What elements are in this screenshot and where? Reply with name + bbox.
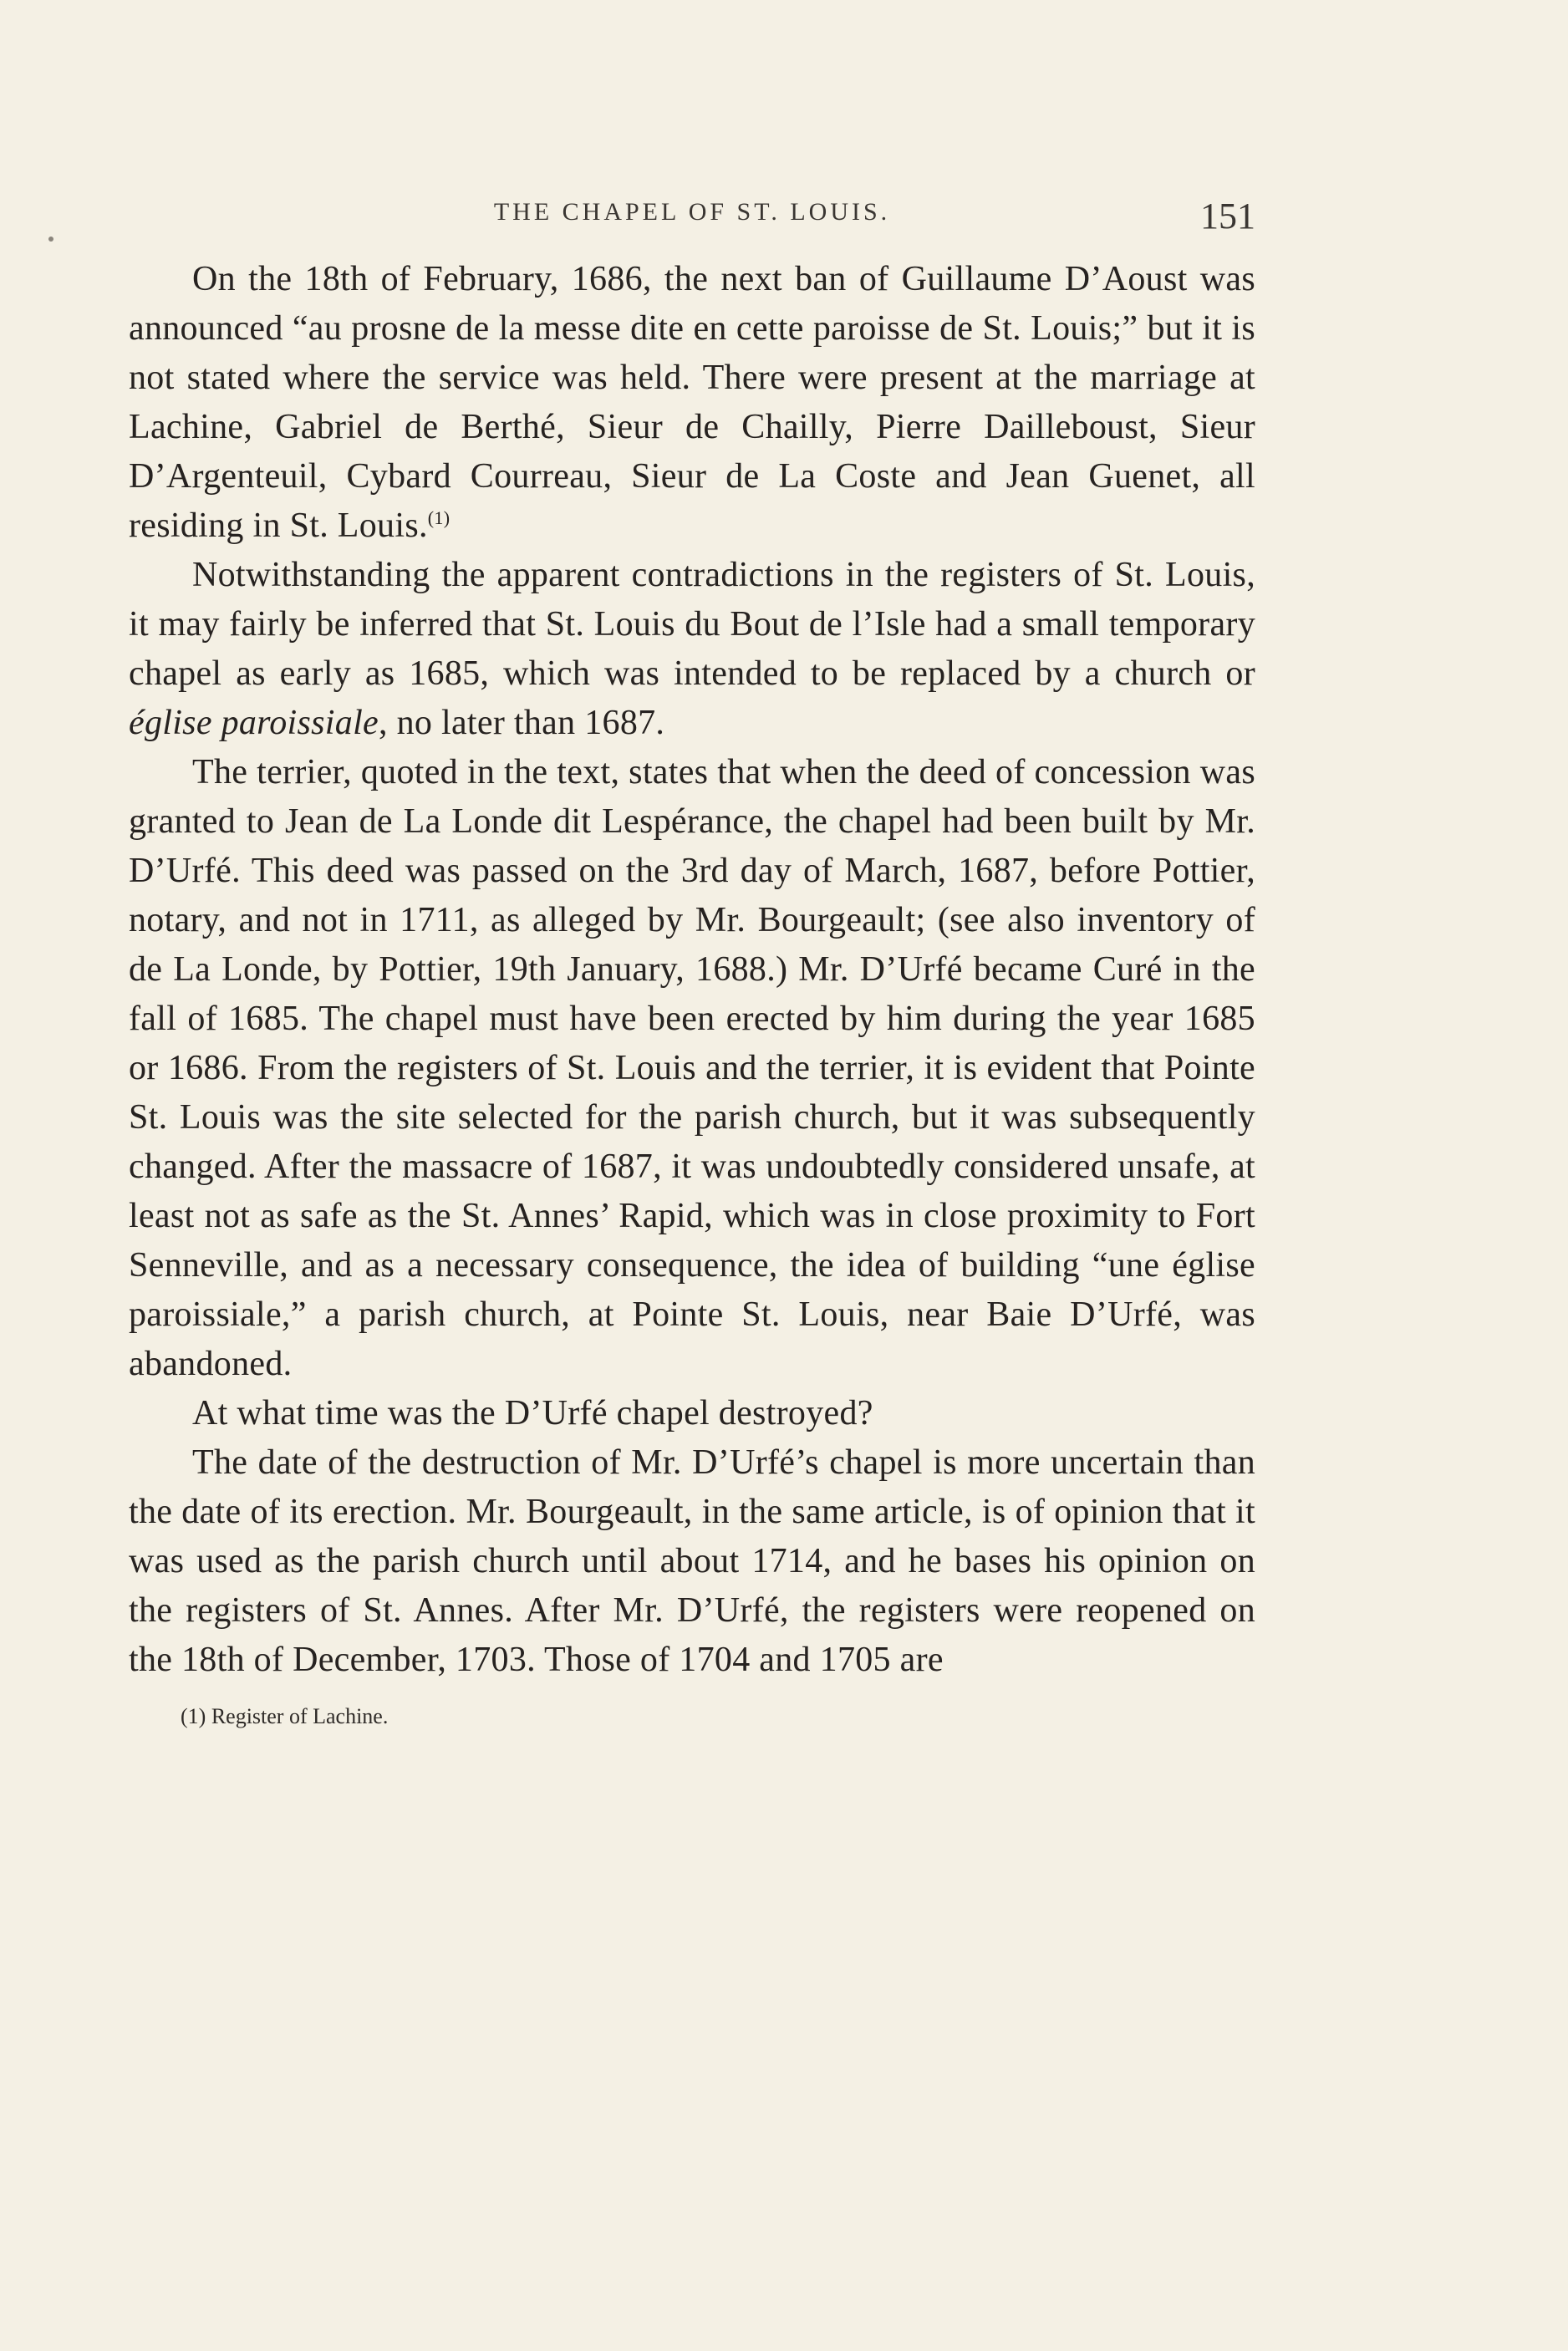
page-speck [48,237,53,242]
body-text [129,255,1255,1685]
footnote-marker: (1) [427,507,451,528]
paragraph-text: At what time was the D’Urfé chapel destroyed? [192,1394,873,1432]
paragraph [129,1438,1255,1685]
paragraph-text: The date of the destruction of Mr. D’Urfé’s chapel is more uncertain than the date of its erection. Mr. Bourgeault, in the same article, is of opinion that it was used as the parish church until about 1714, and he bases his opinion on the registers of St. Annes. After Mr. D’Urfé, the registers were reopened on the 18th of December, 1703. Those of 1704 and 1705 are [129,1443,1255,1679]
paragraph [129,255,1255,551]
paragraph-text: , no later than 1687. [379,704,665,742]
running-head [129,180,1255,255]
running-title: THE CHAPEL OF ST. LOUIS. [493,198,891,226]
paragraph-text: On the 18th of February, 1686, the next ban of Guillaume D’Aoust was announced “au prosne de la messe dite en cette paroisse de St. Louis;” but it is not stated where the service was held. There were present at the marriage at Lachine, Gabriel de Berthé, Sieur de Chailly, Pierre Dailleboust, Sieur D’Argenteuil, Cybard Courreau, Sieur de La Coste and Jean Guenet, all residing in St. Louis. [129,260,1255,545]
italic-phrase: église paroissiale [129,704,379,742]
paragraph [129,551,1255,748]
paragraph [129,748,1255,1389]
footnote: (1) Register of Lachine. [181,1704,389,1728]
paragraph [129,1389,1255,1438]
book-page [129,180,1255,1732]
page-number: 151 [1200,196,1255,237]
paragraph-text: The terrier, quoted in the text, states that when the deed of concession was granted to Jean de La Londe dit Lespérance, the chapel had been built by Mr. D’Urfé. This deed was passed on the 3rd day of March, 1687, before Pottier, notary, and not in 1711, as alleged by Mr. Bourgeault; (see also inventory of de La Londe, by Pottier, 19th January, 1688.) Mr. D’Urfé became Curé in the fall of 1685. The chapel must have been erected by him during the year 1685 or 1686. From the registers of St. Louis and the terrier, it is evident that Pointe St. Louis was the site selected for the parish church, but it was subsequently changed. After the massacre of 1687, it was undoubtedly considered unsafe, at least not as safe as the St. Annes’ Rapid, which was in close proximity to Fort Senneville, and as a necessary consequence, the idea of building “une église paroissiale,” a parish church, at Pointe St. Louis, near Baie D’Urfé, was abandoned. [129,753,1255,1383]
paragraph-text: Notwithstanding the apparent contradictions in the registers of St. Louis, it may fairly be inferred that St. Louis du Bout de l’Isle had a small temporary chapel as early as 1685, which was intended to be replaced by a church or [129,556,1255,693]
